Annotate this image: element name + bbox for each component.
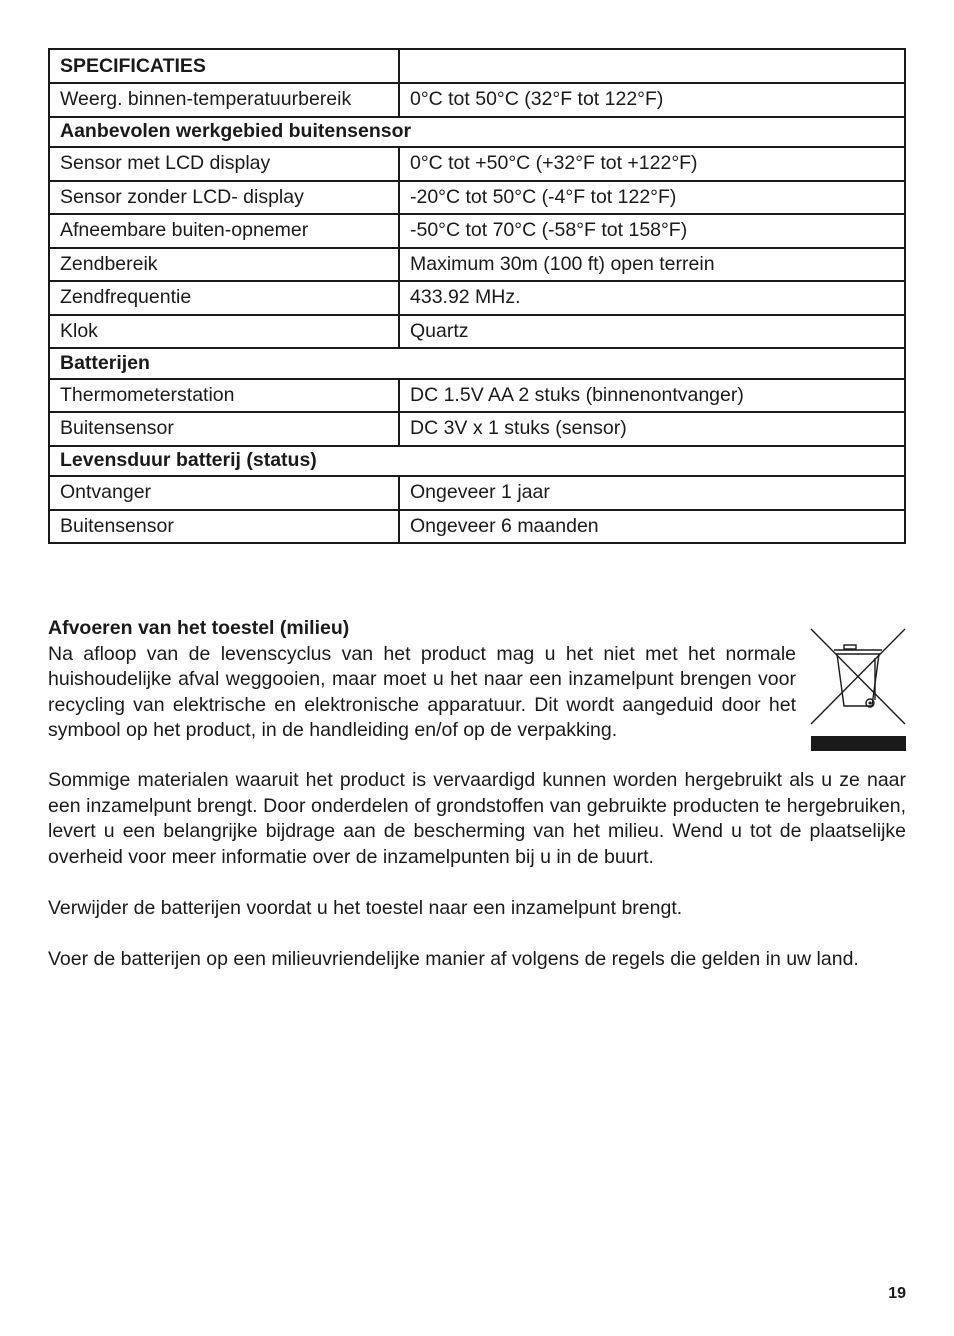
- spec-value-cell: [399, 49, 905, 83]
- section-heading-cell: Levensduur batterij (status): [49, 446, 905, 477]
- spec-value-cell: 433.92 MHz.: [399, 281, 905, 315]
- spec-label-cell: SPECIFICATIES: [49, 49, 399, 83]
- table-row: [49, 147, 905, 181]
- spec-label-cell: Buitensensor: [49, 510, 399, 544]
- spec-value-cell: Ongeveer 1 jaar: [399, 476, 905, 510]
- spec-value-cell: -50°C tot 70°C (-58°F tot 158°F): [399, 214, 905, 248]
- table-row: [49, 315, 905, 349]
- battery-disposal-paragraph: Voer de batterijen op een milieuvriendelijke manier af volgens de regels die gelden in uw land.: [48, 948, 859, 970]
- table-row: [49, 510, 905, 544]
- spec-value-cell: Ongeveer 6 maanden: [399, 510, 905, 544]
- spec-label-cell: Zendfrequentie: [49, 281, 399, 315]
- spec-label-cell: Weerg. binnen-temperatuurbereik: [49, 83, 399, 117]
- spec-value-cell: 0°C tot +50°C (+32°F tot +122°F): [399, 147, 905, 181]
- disposal-title: Afvoeren van het toestel (milieu): [48, 617, 350, 639]
- section-heading-cell: Aanbevolen werkgebied buitensensor: [49, 117, 905, 148]
- spec-label-cell: Sensor zonder LCD- display: [49, 181, 399, 215]
- spec-value-cell: DC 1.5V AA 2 stuks (binnenontvanger): [399, 379, 905, 413]
- remove-batteries-paragraph: Verwijder de batterijen voordat u het toestel naar een inzamelpunt brengt.: [48, 897, 683, 919]
- table-row: [49, 83, 905, 117]
- table-row: [49, 412, 905, 446]
- crossed-out-wheelie-bin-icon: [810, 628, 906, 752]
- table-row: [49, 379, 905, 413]
- specifications-table-body: [49, 49, 905, 543]
- spec-label-cell: Afneembare buiten-opnemer: [49, 214, 399, 248]
- table-row: [49, 248, 905, 282]
- table-section-row: [49, 446, 905, 477]
- page-number: 19: [888, 1285, 906, 1302]
- table-row: [49, 181, 905, 215]
- section-heading-cell: Batterijen: [49, 348, 905, 379]
- table-row: [49, 476, 905, 510]
- spec-label-cell: Klok: [49, 315, 399, 349]
- spec-label-cell: Thermometerstation: [49, 379, 399, 413]
- spec-label-cell: Sensor met LCD display: [49, 147, 399, 181]
- spec-label-cell: Buitensensor: [49, 412, 399, 446]
- recycling-paragraph: Sommige materialen waaruit het product is vervaardigd kunnen worden hergebruikt als u ze naar een inzamelpunt brengt. Door onderdelen of grondstoffen van gebruikte producten te hergebruiken, levert u een belangrijke bijdrage aan de bescherming van het milieu. Wend u tot de plaatselijke overheid voor meer informatie over de inzamelpunten bij u in de buurt.: [48, 769, 906, 868]
- spec-value-cell: Quartz: [399, 315, 905, 349]
- disposal-section: [48, 616, 906, 744]
- table-section-row: [49, 348, 905, 379]
- table-header-row: [49, 49, 905, 83]
- spec-value-cell: DC 3V x 1 stuks (sensor): [399, 412, 905, 446]
- spec-value-cell: Maximum 30m (100 ft) open terrein: [399, 248, 905, 282]
- table-row: [49, 214, 905, 248]
- spec-value-cell: 0°C tot 50°C (32°F tot 122°F): [399, 83, 905, 117]
- disposal-body: Na afloop van de levenscyclus van het product mag u het niet met het normale huishoudelijke afval weggooien, maar moet u het naar een inzamelpunt brengen voor recycling van elektrische en elektronische apparatuur. Dit wordt aangeduid door het symbool op het product, in de handleiding en/of op de verpakking.: [48, 642, 796, 741]
- specifications-table: [48, 48, 906, 544]
- spec-label-cell: Zendbereik: [49, 248, 399, 282]
- spec-value-cell: -20°C tot 50°C (-4°F tot 122°F): [399, 181, 905, 215]
- table-section-row: [49, 117, 905, 148]
- table-row: [49, 281, 905, 315]
- spec-label-cell: Ontvanger: [49, 476, 399, 510]
